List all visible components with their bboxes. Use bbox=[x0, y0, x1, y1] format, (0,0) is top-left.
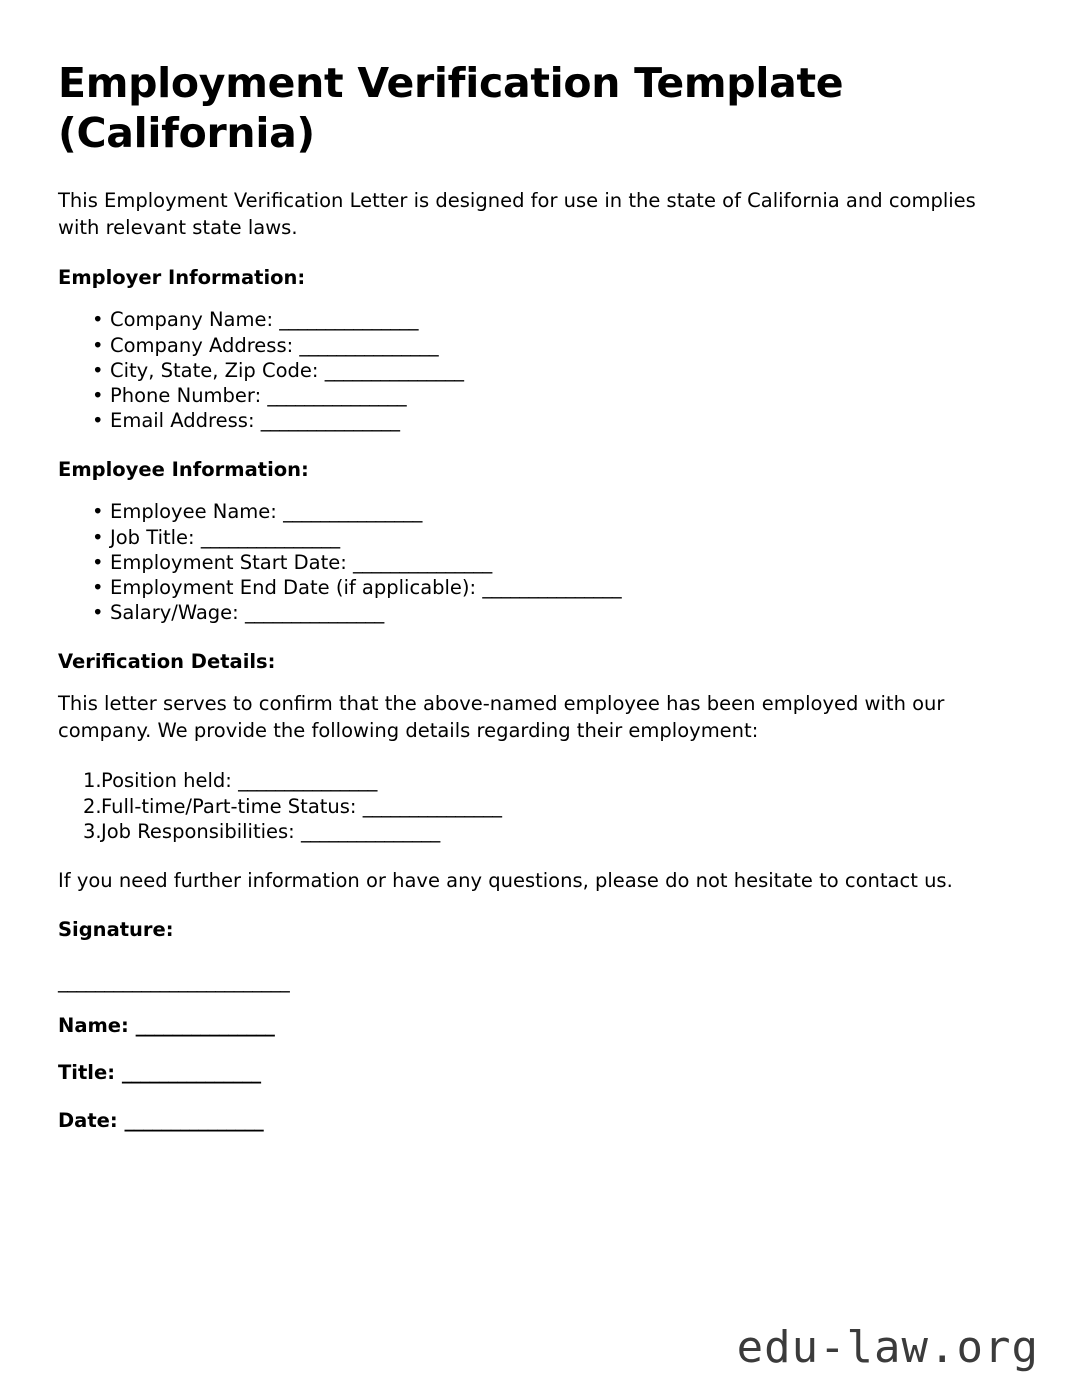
field-blank: _______________ bbox=[135, 1013, 275, 1037]
field-blank: _______________ bbox=[300, 819, 440, 843]
list-item bbox=[58, 819, 1020, 844]
field-label: Title: bbox=[58, 1061, 116, 1085]
list-item bbox=[58, 358, 1020, 383]
field-blank: _______________ bbox=[238, 769, 377, 793]
signature-heading: Signature: bbox=[58, 918, 174, 942]
list-item bbox=[58, 333, 1020, 358]
list-item bbox=[58, 600, 1020, 625]
field-blank: _______________ bbox=[121, 1061, 261, 1085]
closing-paragraph: If you need further information or have any questions, please do not hesitate to contact us. bbox=[58, 868, 953, 892]
field-label: Position held: bbox=[101, 769, 232, 793]
verification-item-list bbox=[58, 768, 1020, 843]
field-blank: _______________ bbox=[260, 408, 400, 432]
signature-date-field bbox=[58, 1108, 1020, 1133]
field-label: Phone Number: bbox=[110, 383, 262, 407]
document-content bbox=[58, 58, 1020, 1155]
verification-details-heading: Verification Details: bbox=[58, 650, 276, 674]
field-label: Name: bbox=[58, 1013, 129, 1037]
employee-field-list bbox=[58, 499, 1020, 625]
list-item bbox=[58, 383, 1020, 408]
field-blank: _______________ bbox=[299, 333, 439, 357]
page-title: Employment Verification Template (California) bbox=[58, 59, 844, 158]
site-watermark: edu-law.org bbox=[736, 1322, 1039, 1373]
list-item bbox=[58, 575, 1020, 600]
field-label: Full-time/Part-time Status: bbox=[101, 794, 357, 818]
signature-name-field bbox=[58, 1013, 1020, 1038]
field-blank: _______________ bbox=[283, 500, 422, 524]
employer-information-heading: Employer Information: bbox=[58, 266, 306, 290]
list-item bbox=[58, 550, 1020, 575]
field-label: Employee Name: bbox=[110, 500, 277, 524]
list-item bbox=[58, 408, 1020, 433]
field-blank: _______________ bbox=[279, 308, 419, 332]
field-blank: _______________ bbox=[244, 600, 384, 624]
field-label: Date: bbox=[58, 1108, 118, 1132]
field-blank: _______________ bbox=[124, 1108, 264, 1132]
employee-information-heading: Employee Information: bbox=[58, 458, 309, 482]
field-blank: _______________ bbox=[267, 383, 407, 407]
field-label: City, State, Zip Code: bbox=[110, 358, 319, 382]
field-label: Employment End Date (if applicable): bbox=[110, 575, 477, 599]
signature-title-field bbox=[58, 1060, 1020, 1085]
field-blank: _______________ bbox=[324, 358, 464, 382]
field-blank: _______________ bbox=[200, 525, 340, 549]
list-item bbox=[58, 794, 1020, 819]
verification-paragraph: This letter serves to confirm that the above-named employee has been employed with our company. We provide the following details regarding their employment: bbox=[58, 692, 945, 742]
list-item bbox=[58, 525, 1020, 550]
field-label: Company Name: bbox=[110, 308, 274, 332]
field-label: Job Responsibilities: bbox=[101, 819, 295, 843]
field-label: Salary/Wage: bbox=[110, 600, 239, 624]
field-blank: _______________ bbox=[362, 794, 502, 818]
intro-paragraph: This Employment Verification Letter is designed for use in the state of California and complies with relevant state laws. bbox=[58, 189, 976, 239]
field-label: Company Address: bbox=[110, 333, 294, 357]
list-item bbox=[58, 499, 1020, 524]
field-blank: _______________ bbox=[353, 550, 492, 574]
signature-line: _________________________ bbox=[58, 970, 290, 994]
field-label: Job Title: bbox=[110, 525, 195, 549]
list-item bbox=[58, 768, 1020, 793]
field-blank: _______________ bbox=[482, 575, 622, 599]
field-label: Employment Start Date: bbox=[110, 550, 347, 574]
employer-field-list bbox=[58, 307, 1020, 433]
field-label: Email Address: bbox=[110, 408, 255, 432]
list-item bbox=[58, 307, 1020, 332]
